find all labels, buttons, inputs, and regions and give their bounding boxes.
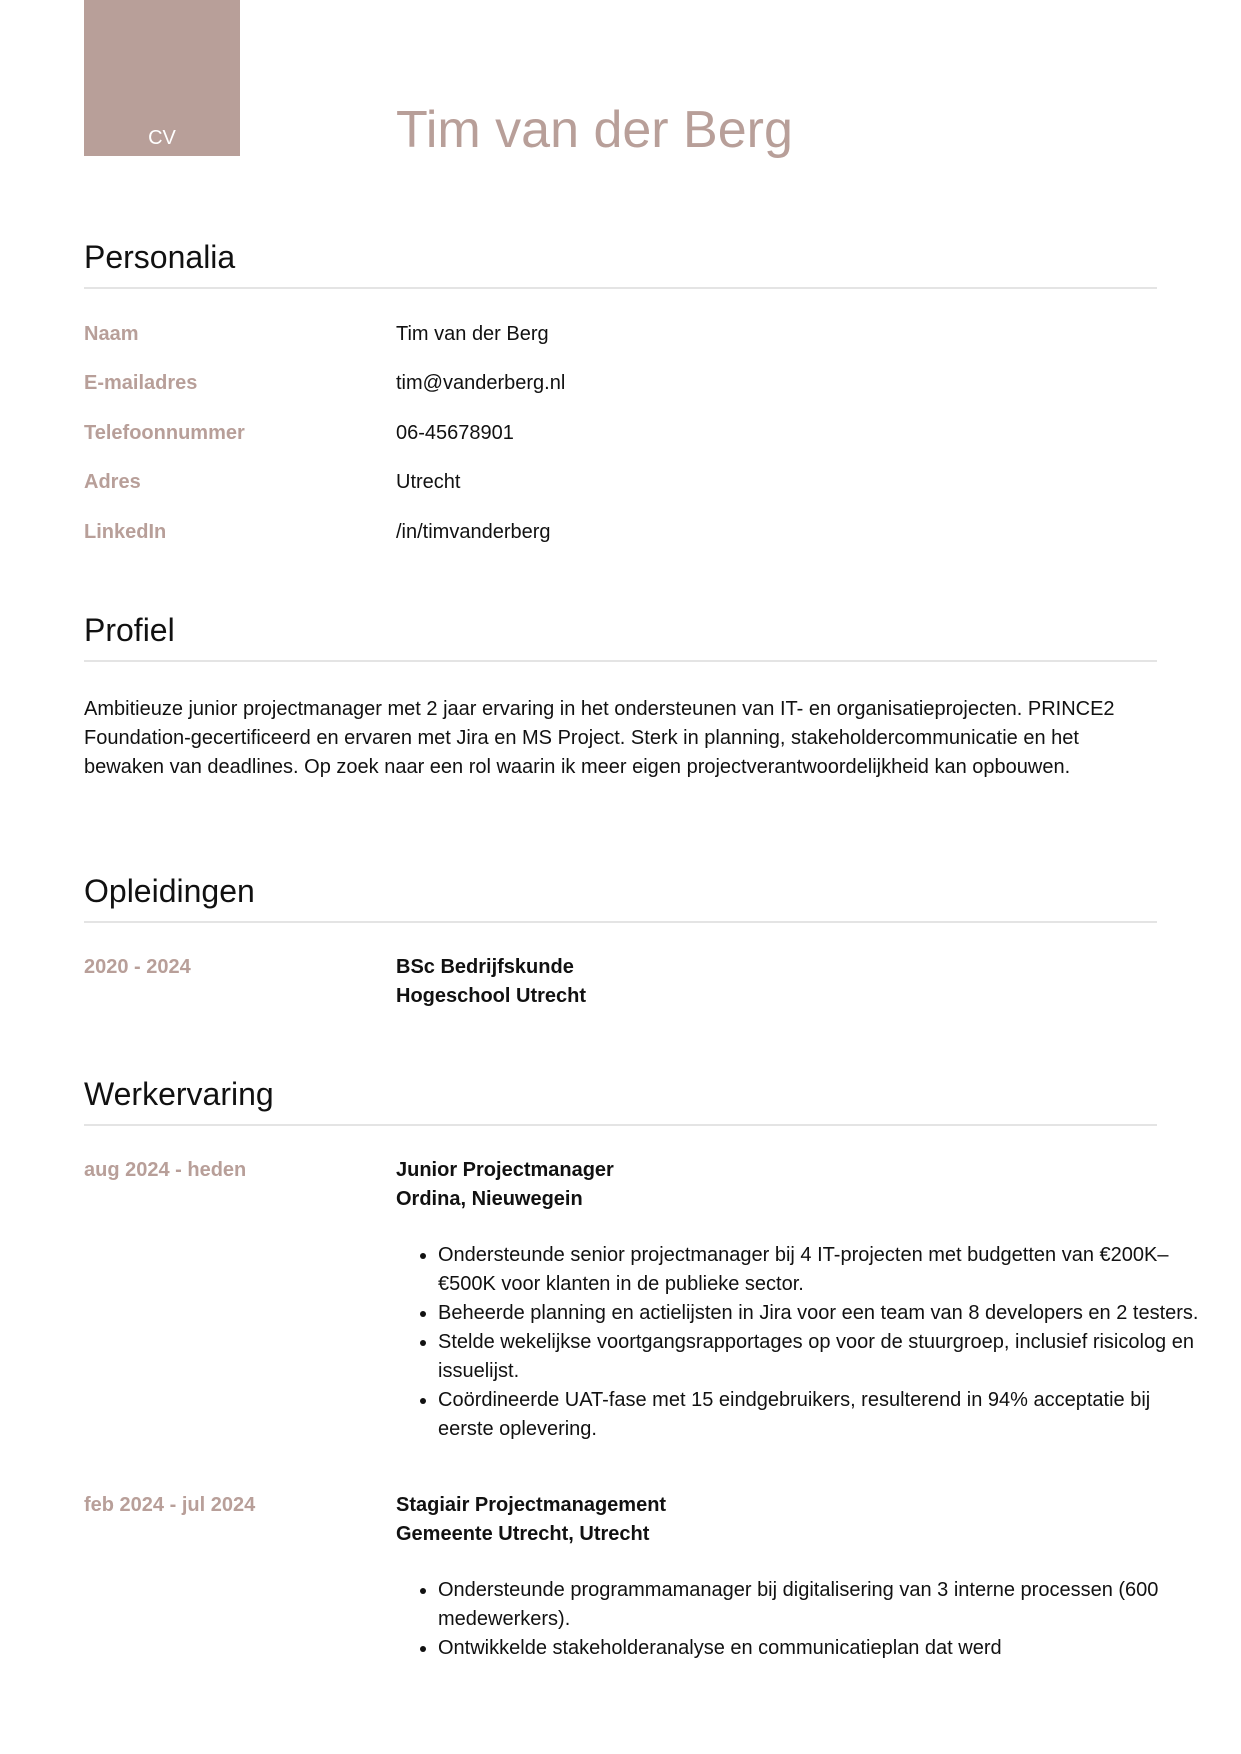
value-email: tim@vanderberg.nl: [396, 372, 566, 394]
job-company: Ordina, Nieuwegein: [396, 1188, 583, 1210]
section-divider: [84, 660, 1157, 662]
job-bullet: • Coördineerde UAT-fase met 15 eindgebruikers, resulterend in 94% acceptatie bij eerste oplevering.: [438, 1386, 1208, 1444]
section-divider: [84, 921, 1157, 923]
job-bullet: • Stelde wekelijkse voortgangsrapportages op voor de stuurgroep, inclusief risicolog en issuelijst.: [438, 1328, 1208, 1386]
job-period: feb 2024 - jul 2024: [84, 1494, 256, 1516]
section-title-personalia: Personalia: [84, 239, 236, 275]
education-period: 2020 - 2024: [84, 956, 191, 978]
label-naam: Naam: [84, 323, 139, 345]
job-role: Stagiair Projectmanagement: [396, 1494, 667, 1516]
label-telefoon: Telefoonnummer: [84, 422, 245, 444]
job-entry: [396, 1491, 666, 1549]
section-title-werkervaring: Werkervaring: [84, 1076, 274, 1112]
value-adres: Utrecht: [396, 471, 461, 493]
label-email: E-mailadres: [84, 372, 198, 394]
section-divider: [84, 287, 1157, 289]
job-bullet: • Ondersteunde programmamanager bij digitalisering van 3 interne processen (600 medewerkers).: [438, 1576, 1208, 1634]
job-entry: [396, 1156, 614, 1214]
job-bullet: • Ontwikkelde stakeholderanalyse en communicatieplan dat werd: [438, 1634, 1208, 1663]
job-role: Junior Projectmanager: [396, 1159, 614, 1181]
job-bullets: [396, 1576, 1208, 1663]
label-adres: Adres: [84, 471, 141, 493]
section-divider: [84, 1124, 1157, 1126]
label-linkedin: LinkedIn: [84, 521, 167, 543]
job-company: Gemeente Utrecht, Utrecht: [396, 1523, 650, 1545]
value-naam: Tim van der Berg: [396, 323, 549, 345]
job-period: aug 2024 - heden: [84, 1159, 247, 1181]
job-bullet: • Ondersteunde senior projectmanager bij 4 IT-projecten met budgetten van €200K–€500K voor klanten in de publieke sector.: [438, 1241, 1208, 1299]
job-bullet: • Beheerde planning en actielijsten in Jira voor een team van 8 developers en 2 testers.: [438, 1299, 1208, 1328]
value-linkedin: /in/timvanderberg: [396, 521, 551, 543]
education-degree: BSc Bedrijfskunde: [396, 956, 574, 978]
section-title-opleidingen: Opleidingen: [84, 873, 255, 909]
education-entry: [396, 953, 586, 1011]
section-title-profiel: Profiel: [84, 612, 175, 648]
profile-photo-placeholder: [84, 0, 240, 156]
value-telefoon: 06-45678901: [396, 422, 514, 444]
photo-label: CV: [148, 127, 176, 149]
profile-text: Ambitieuze junior projectmanager met 2 jaar ervaring in het ondersteunen van IT- en organisatieprojecten. PRINCE2 Foundation-gecertificeerd en ervaren met Jira en MS Project. Sterk in planning, stakeholdercommunicatie en het bewaken van deadlines. Op zoek naar een rol waarin ik meer eigen projectverantwoordelijkheid kan opbouwen.: [84, 698, 1115, 778]
job-bullets: [396, 1241, 1208, 1444]
education-school: Hogeschool Utrecht: [396, 985, 587, 1007]
cv-name: Tim van der Berg: [396, 101, 793, 159]
